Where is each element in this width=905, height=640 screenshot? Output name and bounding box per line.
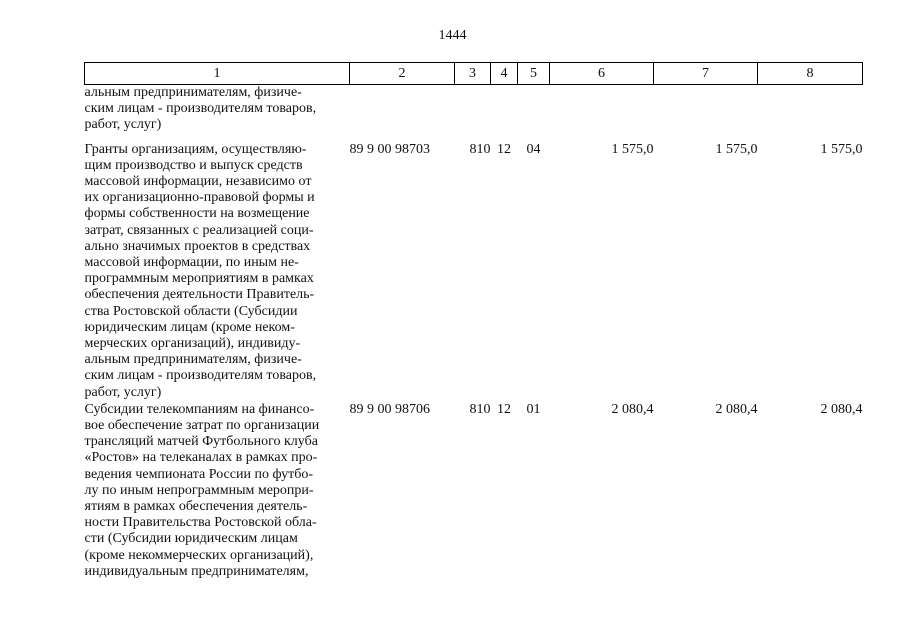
table-row (85, 142, 863, 402)
target-article-code (350, 85, 455, 142)
row-description: Субсидии телекомпаниям на финансо- вое обеспечение затрат по организации трансляций матчей Футбольного клуба «Ростов» на телеканалах в рамках про- ведения чемпионата России по футбо- лу по иным непрограммным меропри- ятиям в рамках обеспечения деятель- ности Правительства Ростовской обла- сти (Субсидии юридическим лицам (кроме некоммерческих организаций), индивидуальным предпринимателям, (84, 401, 320, 579)
amount-col-6: 2 080,4 (611, 401, 654, 417)
column-header-2: 2 (350, 63, 455, 85)
target-article-code: 89 9 00 98703 (349, 141, 430, 157)
page-number: 1444 (438, 28, 467, 43)
expense-type-code: 810 (469, 141, 491, 157)
amount-col-8: 1 575,0 (820, 141, 863, 157)
subsection-code: 01 (526, 401, 541, 417)
column-header-7: 7 (654, 63, 758, 85)
subsection-code (518, 85, 550, 142)
section-code: 12 (497, 141, 511, 157)
amount-col-8: 2 080,4 (820, 401, 863, 417)
expense-type-code: 810 (469, 401, 491, 417)
amount-col-6: 1 575,0 (611, 141, 654, 157)
target-article-code: 89 9 00 98706 (349, 401, 430, 417)
amount-col-6 (550, 85, 654, 142)
amount-col-7: 1 575,0 (715, 141, 758, 157)
expense-type-code (455, 85, 491, 142)
amount-col-7: 2 080,4 (715, 401, 758, 417)
subsection-code: 04 (526, 141, 541, 157)
column-header-4: 4 (491, 63, 518, 85)
table-row (85, 402, 863, 580)
table-row (85, 85, 863, 142)
column-header-5: 5 (518, 63, 550, 85)
row-description: альным предпринимателям, физиче- ским лицам - производителям товаров, работ, услуг) (84, 85, 317, 133)
section-code: 12 (497, 401, 511, 417)
amount-col-8 (758, 85, 863, 142)
row-description: Гранты организациям, осуществляю- щим производство и выпуск средств массовой информации, независимо от их организационно-правовой формы и формы собственности на возмещение затрат, связанных с реализацией соци- ально значимых проектов в средствах массовой информации, по иным не- программным мероприятиям в рамках обеспечения деятельности Правитель- ства Ростовской области (Субсидии юридическим лицам (кроме неком- мерческих организаций), индивиду- альным предпринимателям, физиче- ским лицам - производителям товаров, работ, услуг) (84, 141, 317, 400)
column-header-1: 1 (85, 63, 350, 85)
column-number-header-row (85, 63, 863, 85)
section-code (491, 85, 518, 142)
column-header-3: 3 (455, 63, 491, 85)
budget-table (84, 62, 863, 580)
column-header-8: 8 (758, 63, 863, 85)
amount-col-7 (654, 85, 758, 142)
column-header-6: 6 (550, 63, 654, 85)
